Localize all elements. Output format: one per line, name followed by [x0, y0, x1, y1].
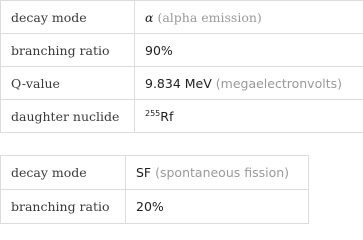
table-row: [1, 67, 363, 100]
row-label-daughter-nuclide: daughter nuclide: [1, 100, 135, 133]
sf-value: SF: [136, 165, 152, 180]
table-row: [1, 34, 363, 67]
q-value-cell: [135, 67, 363, 100]
row-label-branching-ratio: branching ratio: [1, 34, 135, 67]
decay-mode-value: [135, 1, 363, 34]
row-label-decay-mode: decay mode: [1, 156, 126, 190]
sf-note: (spontaneous fission): [155, 165, 290, 180]
daughter-nuclide-value: [135, 100, 363, 133]
decay-mode-value: [126, 156, 309, 190]
row-label-decay-mode: decay mode: [1, 1, 135, 34]
row-label-branching-ratio: branching ratio: [1, 190, 126, 224]
decay-mode-note: (alpha emission): [157, 9, 262, 25]
alpha-symbol: α: [145, 9, 154, 25]
table-row: [1, 1, 363, 34]
mass-number: 255: [145, 108, 161, 118]
table-row: [1, 190, 309, 224]
table-row: [1, 100, 363, 133]
q-value: 9.834 MeV: [145, 75, 212, 91]
row-label-q-value: Q-value: [1, 67, 135, 100]
table-row: [1, 156, 309, 190]
fission-properties-table: [0, 155, 309, 224]
element-symbol: Rf: [160, 108, 174, 124]
branching-ratio-value: 90%: [135, 34, 363, 67]
branching-ratio-value: 20%: [126, 190, 309, 224]
q-value-unit-note: (megaelectronvolts): [215, 75, 342, 91]
